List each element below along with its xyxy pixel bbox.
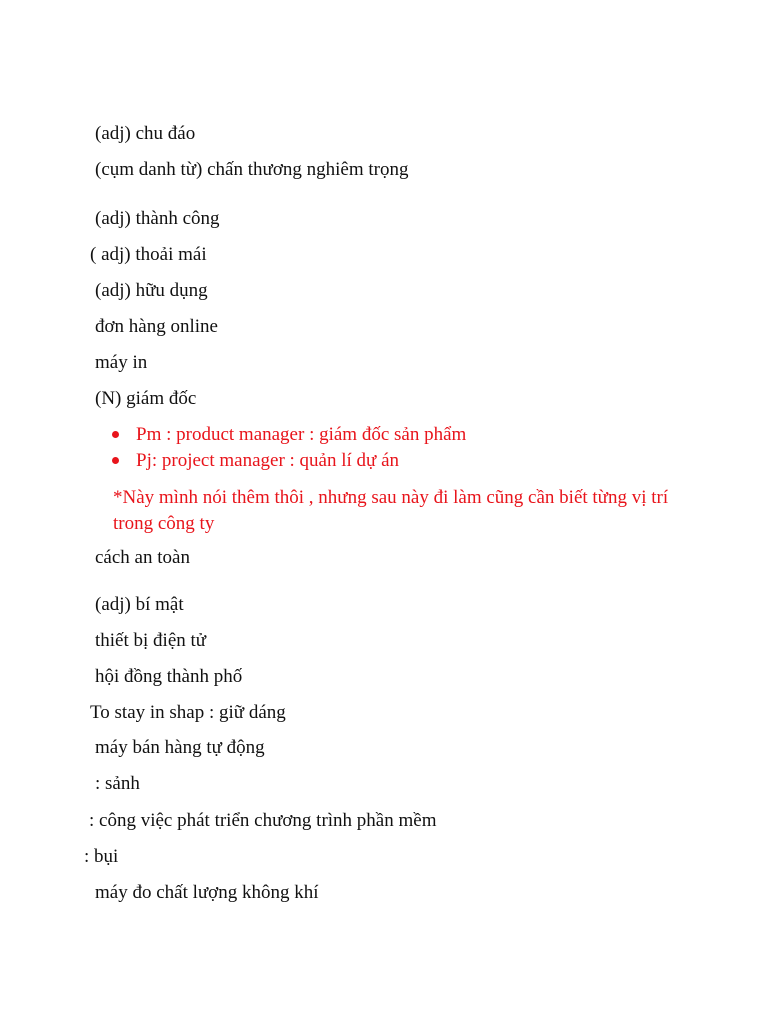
vocab-line: hội đồng thành phố <box>95 666 243 687</box>
vocab-line: ( adj) thoải mái <box>90 244 207 265</box>
vocab-line: (adj) thành công <box>95 208 220 229</box>
bullet-dot-icon <box>112 457 119 464</box>
vocab-line: (N) giám đốc <box>95 388 197 409</box>
vocab-line: (adj) hữu dụng <box>95 280 208 301</box>
bullet-item: Pj: project manager : quản lí dự án <box>136 450 400 471</box>
vocab-line: máy bán hàng tự động <box>95 737 265 758</box>
vocab-line: đơn hàng online <box>95 316 218 337</box>
bullet-dot-icon <box>112 431 119 438</box>
vocab-line: cách an toàn <box>95 547 190 568</box>
red-note: *Này mình nói thêm thôi , nhưng sau này đi làm cũng cần biết từng vị trí trong công ty <box>113 487 669 534</box>
vocab-line: (adj) bí mật <box>95 594 184 615</box>
vocab-line: thiết bị điện tử <box>95 630 207 651</box>
vocab-line: (adj) chu đáo <box>95 123 196 144</box>
bullet-item: Pm : product manager : giám đốc sản phẩm <box>136 424 467 445</box>
vocab-line: : sảnh <box>95 773 140 794</box>
vocab-line: To stay in shap : giữ dáng <box>90 702 286 723</box>
vocab-line: (cụm danh từ) chấn thương nghiêm trọng <box>95 159 409 180</box>
vocab-line: : công việc phát triển chương trình phần mềm <box>89 810 437 831</box>
vocab-line: máy đo chất lượng không khí <box>95 882 319 903</box>
vocab-line: : bụi <box>84 846 119 867</box>
vocab-line: máy in <box>95 352 148 373</box>
